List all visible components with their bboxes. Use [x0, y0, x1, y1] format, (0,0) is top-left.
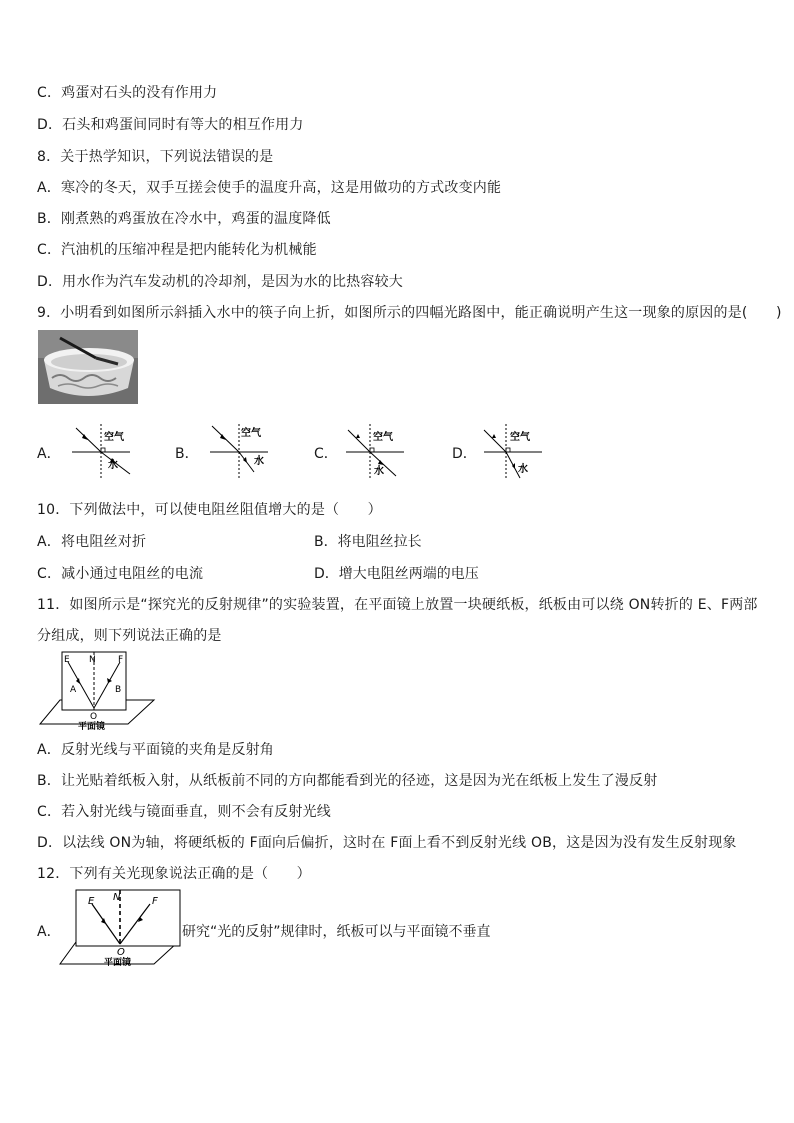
q11-option-b: B．让光贴着纸板入射，从纸板前不同的方向都能看到光的径迹，这是因为光在纸板上发生了漫反射 [37, 773, 658, 789]
q9-label-a: A． [37, 446, 61, 462]
q12-stem: 12．下列有关光现象说法正确的是（ ） [37, 866, 311, 882]
q12-option-a-text: 研究“光的反射”规律时，纸板可以与平面镜不垂直 [182, 924, 491, 940]
q11-fig-o: O [90, 712, 98, 722]
q10-stem: 10．下列做法中，可以使电阻丝阻值增大的是（ ） [37, 502, 382, 518]
q9-diagram-b [206, 420, 276, 482]
q9-a-air-label: 空气 [104, 432, 124, 443]
q12-fig-n: N [113, 892, 121, 903]
q10-option-d: D．增大电阻丝两端的电压 [314, 566, 479, 582]
q11-option-a: A．反射光线与平面镜的夹角是反射角 [37, 742, 274, 758]
q12-fig-f: F [152, 896, 158, 907]
q7-option-d: D．石头和鸡蛋间同时有等大的相互作用力 [37, 117, 304, 133]
q10-option-c: C．减小通过电阻丝的电流 [37, 566, 204, 582]
q12-reflection-figure [58, 886, 182, 966]
q10-option-a: A．将电阻丝对折 [37, 534, 147, 550]
q10-option-b: B．将电阻丝拉长 [314, 534, 422, 550]
q9-diagram-c [342, 420, 412, 482]
q11-fig-mirror: 平面镜 [78, 722, 106, 730]
q11-fig-a: A [70, 685, 77, 695]
q8-option-a: A．寒冷的冬天，双手互搓会使手的温度升高，这是用做功的方式改变内能 [37, 180, 502, 196]
q9-diagram-a [68, 420, 138, 482]
q8-option-c: C．汽油机的压缩冲程是把内能转化为机械能 [37, 242, 317, 258]
q11-fig-e: E [64, 655, 70, 665]
q9-b-air-label: 空气 [241, 428, 261, 439]
q8-stem: 8．关于热学知识，下列说法错误的是 [37, 149, 274, 165]
q9-label-c: C． [314, 446, 338, 462]
q9-d-water-label: 水 [518, 464, 528, 475]
q12-fig-mirror: 平面镜 [104, 958, 132, 966]
q11-stem-line1: 11．如图所示是“探究光的反射规律”的实验装置，在平面镜上放置一块硬纸板，纸板由可以绕 ON转折的 E、F两部 [37, 597, 758, 613]
q11-option-c: C．若入射光线与镜面垂直，则不会有反射光线 [37, 804, 331, 820]
q9-stem: 9．小明看到如图所示斜插入水中的筷子向上折，如图所示的四幅光路图中，能正确说明产生这一现象的原因的是( ) [37, 305, 782, 321]
q9-label-b: B． [175, 446, 199, 462]
q9-diagram-d [480, 420, 550, 482]
q11-stem-line2: 分组成，则下列说法正确的是 [37, 628, 222, 644]
q7-option-c: C．鸡蛋对石头的没有作用力 [37, 85, 218, 101]
q11-fig-f: F [118, 655, 124, 665]
q9-c-water-label: 水 [374, 466, 384, 477]
q11-reflection-figure [38, 648, 156, 730]
q9-c-air-label: 空气 [373, 432, 393, 443]
q9-d-air-label: 空气 [510, 432, 530, 443]
bowl-chopstick-photo [38, 330, 138, 404]
q8-option-d: D．用水作为汽车发动机的冷却剂，是因为水的比热容较大 [37, 274, 403, 290]
q11-fig-n: N [89, 655, 96, 665]
q11-fig-b: B [115, 685, 122, 695]
q12-label-a: A． [37, 924, 61, 940]
q11-option-d: D．以法线 ON为轴，将硬纸板的 F面向后偏折，这时在 F面上看不到反射光线 OB，这是因为没有发生反射现象 [37, 835, 737, 851]
q8-option-b: B．刚煮熟的鸡蛋放在冷水中，鸡蛋的温度降低 [37, 211, 331, 227]
q9-a-water-label: 水 [108, 460, 118, 471]
q12-fig-e: E [88, 896, 95, 907]
q9-b-water-label: 水 [254, 456, 264, 467]
q12-fig-o: O [117, 947, 125, 958]
q9-label-d: D． [452, 446, 477, 462]
